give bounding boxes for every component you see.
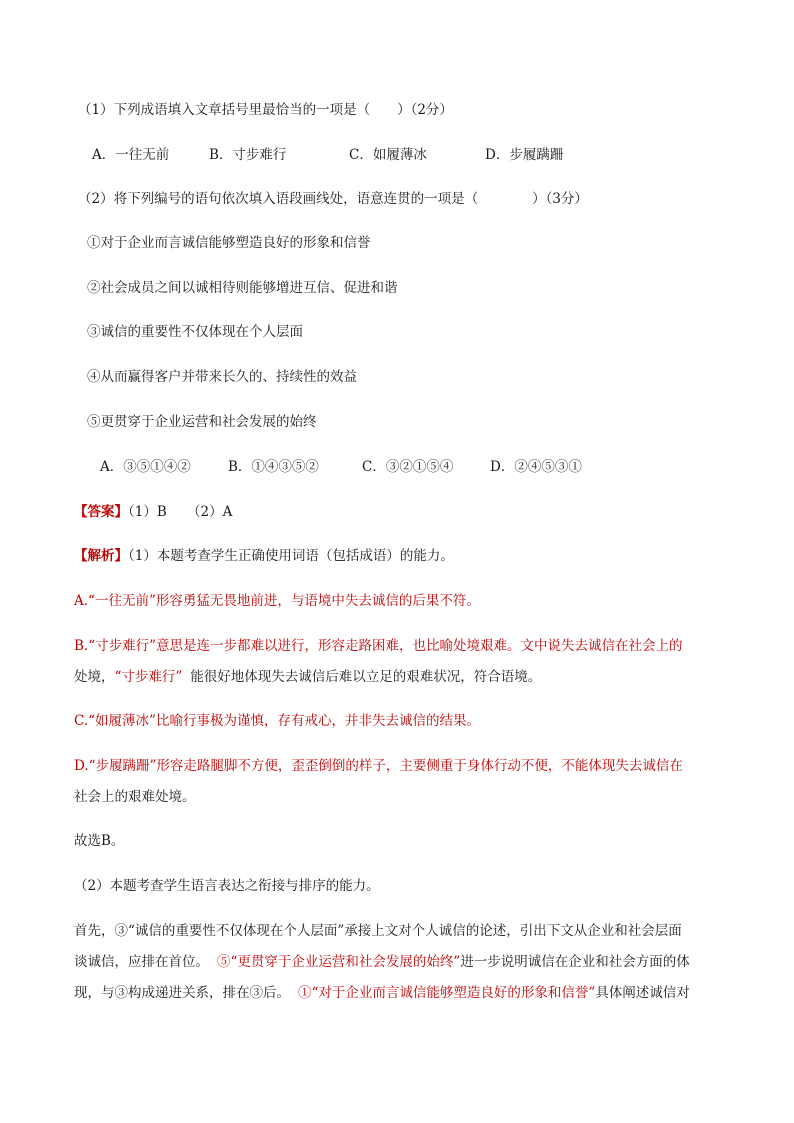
q2-option-a: A．③⑤①④②	[100, 459, 191, 475]
q1-stem: （1）下列成语填入文章括号里最恰当的一项是（ ）（2分）	[78, 102, 453, 118]
q1-option-c: C．如履薄冰	[349, 147, 427, 163]
q2-sentence-4: ④从而赢得客户并带来长久的、持续性的效益	[87, 369, 357, 385]
analysis-b2-quote: “寸步难行”	[114, 669, 183, 685]
answer-label: 【答案】	[74, 504, 128, 520]
analysis-paragraph-line1: 首先，③“诚信的重要性不仅体现在个人层面”承接上文对个人诚信的论述，引出下文从企业和社会层面	[74, 923, 682, 939]
analysis-label: 【解析】	[74, 548, 128, 564]
analysis-option-a: A.“一往无前”形容勇猛无畏地前进，与语境中失去诚信的后果不符。	[74, 593, 480, 609]
analysis-paragraph-line3	[74, 984, 690, 1002]
q1-option-a: A．一往无前	[92, 147, 170, 163]
analysis-q2-intro: （2）本题考查学生语言表达之衔接与排序的能力。	[74, 878, 380, 894]
q1-option-d: D．步履蹒跚	[485, 147, 564, 163]
analysis-b2-pre: 处境，	[74, 669, 115, 685]
analysis-p2-post: 进一步说明诚信在企业和社会方面的体	[460, 954, 690, 970]
q2-option-d: D．②④⑤③①	[490, 459, 582, 475]
analysis-intro-line	[74, 547, 454, 565]
analysis-p3-quote: ①“对于企业而言诚信能够塑造良好的形象和信誉”	[298, 985, 596, 1001]
q2-option-b: B．①④③⑤②	[228, 459, 319, 475]
q2-stem: （2）将下列编号的语句依次填入语段画线处，语意连贯的一项是（ ）（3分）	[78, 191, 588, 207]
q2-sentence-1: ①对于企业而言诚信能够塑造良好的形象和信誉	[87, 235, 371, 251]
analysis-p3-pre: 现，与③构成递进关系，排在③后。	[74, 985, 290, 1001]
analysis-option-b-line1: B.“寸步难行”意思是连一步都难以进行，形容走路困难，也比喻处境艰难。文中说失去诚信在社会上的	[74, 638, 683, 654]
q2-sentence-5: ⑤更贯穿于企业运营和社会发展的始终	[87, 414, 317, 430]
analysis-p2-quote: ⑤“更贯穿于企业运营和社会发展的始终”	[217, 954, 461, 970]
analysis-option-b-line2	[74, 668, 541, 686]
analysis-option-d-line1: D.“步履蹒跚”形容走路腿脚不方便，歪歪倒倒的样子，主要侧重于身体行动不便，不能体现失去诚信在	[74, 758, 683, 774]
analysis-option-d-line2: 社会上的艰难处境。	[74, 789, 196, 805]
analysis-p3-post: 具体阐述诚信对	[595, 985, 690, 1001]
q2-option-c: C．③②①⑤④	[362, 459, 454, 475]
analysis-p2-pre: 谈诚信，应排在首位。	[74, 954, 209, 970]
analysis-b2-post: 能很好地体现失去诚信后难以立足的艰难状况，符合语境。	[190, 669, 542, 685]
answer-line	[74, 503, 232, 521]
analysis-paragraph-line2	[74, 953, 690, 971]
q2-options	[100, 458, 620, 476]
analysis-intro: （1）本题考查学生正确使用词语（包括成语）的能力。	[128, 548, 454, 564]
q2-sentence-3: ③诚信的重要性不仅体现在个人层面	[87, 324, 303, 340]
q1-option-b: B．寸步难行	[209, 147, 287, 163]
analysis-option-c: C.“如履薄冰”比喻行事极为谨慎，存有戒心，并非失去诚信的结果。	[74, 713, 480, 729]
q2-sentence-2: ②社会成员之间以诚相待则能够增进互信、促进和谐	[87, 280, 398, 296]
q1-options	[92, 146, 612, 164]
answer-text: （1）B （2）A	[128, 504, 233, 520]
analysis-conclusion: 故选B。	[74, 833, 125, 849]
